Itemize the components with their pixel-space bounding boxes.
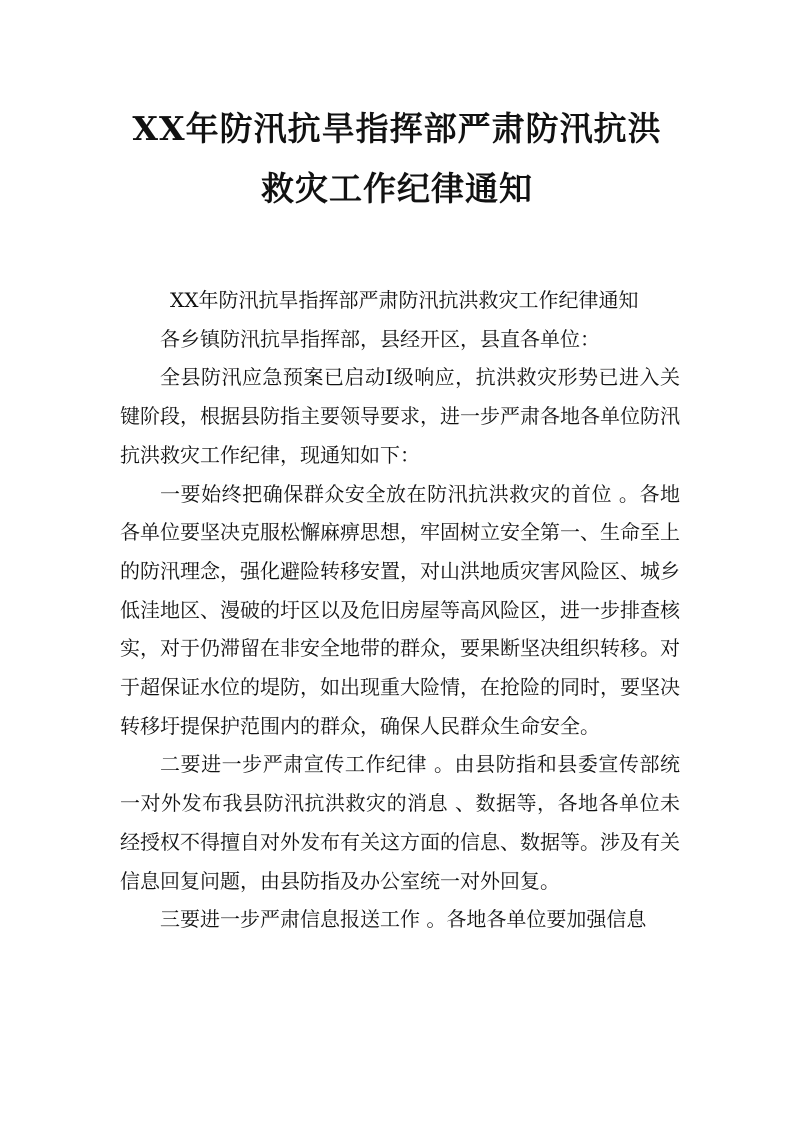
document-title-line-1: XX年防汛抗旱指挥部严肃防汛抗洪 — [132, 109, 662, 148]
paragraph-heading-repeat: XX年防汛抗旱指挥部严肃防汛抗洪救灾工作纪律通知 — [170, 288, 639, 312]
paragraph-item-1: 一要始终把确保群众安全放在防汛抗洪救灾的首位 。各地各单位要坚决克服松懈麻痹思想，牢固树立安全第一、生命至上的防汛理念，强化避险转移安置，对山洪地质灾害风险区、城乡低洼地区、漫破的圩区以及危旧房屋等高风险区，进一步排查核实，对于仍滞留在非安全地带的群众，要果断坚决组织转移。对于超保证水位的堤防，如出现重大险情，在抢险的同时，要坚决转移圩提保护范围内的群众，确保人民群众生命安全。 — [120, 481, 680, 738]
paragraph-intro: 全县防汛应急预案已启动Ⅰ级响应，抗洪救灾形势已进入关键阶段，根据县防指主要领导要求，进一步严肃各地各单位防汛抗洪救灾工作纪律，现通知如下： — [120, 365, 680, 467]
document-title-line-2: 救灾工作纪律通知 — [261, 169, 533, 208]
paragraph-item-2: 二要进一步严肃宣传工作纪律 。由县防指和县委宣传部统一对外发布我县防汛抗洪救灾的消息 、数据等，各地各单位未经授权不得擅自对外发布有关这方面的信息、数据等。涉及有关信息回复问题，由县防指及办公室统一对外回复。 — [120, 752, 680, 893]
document-body — [120, 281, 680, 939]
paragraph-item-3: 三要进一步严肃信息报送工作 。各地各单位要加强信息 — [160, 907, 647, 932]
paragraph-salutation: 各乡镇防汛抗旱指挥部，县经开区，县直各单位： — [160, 326, 600, 351]
